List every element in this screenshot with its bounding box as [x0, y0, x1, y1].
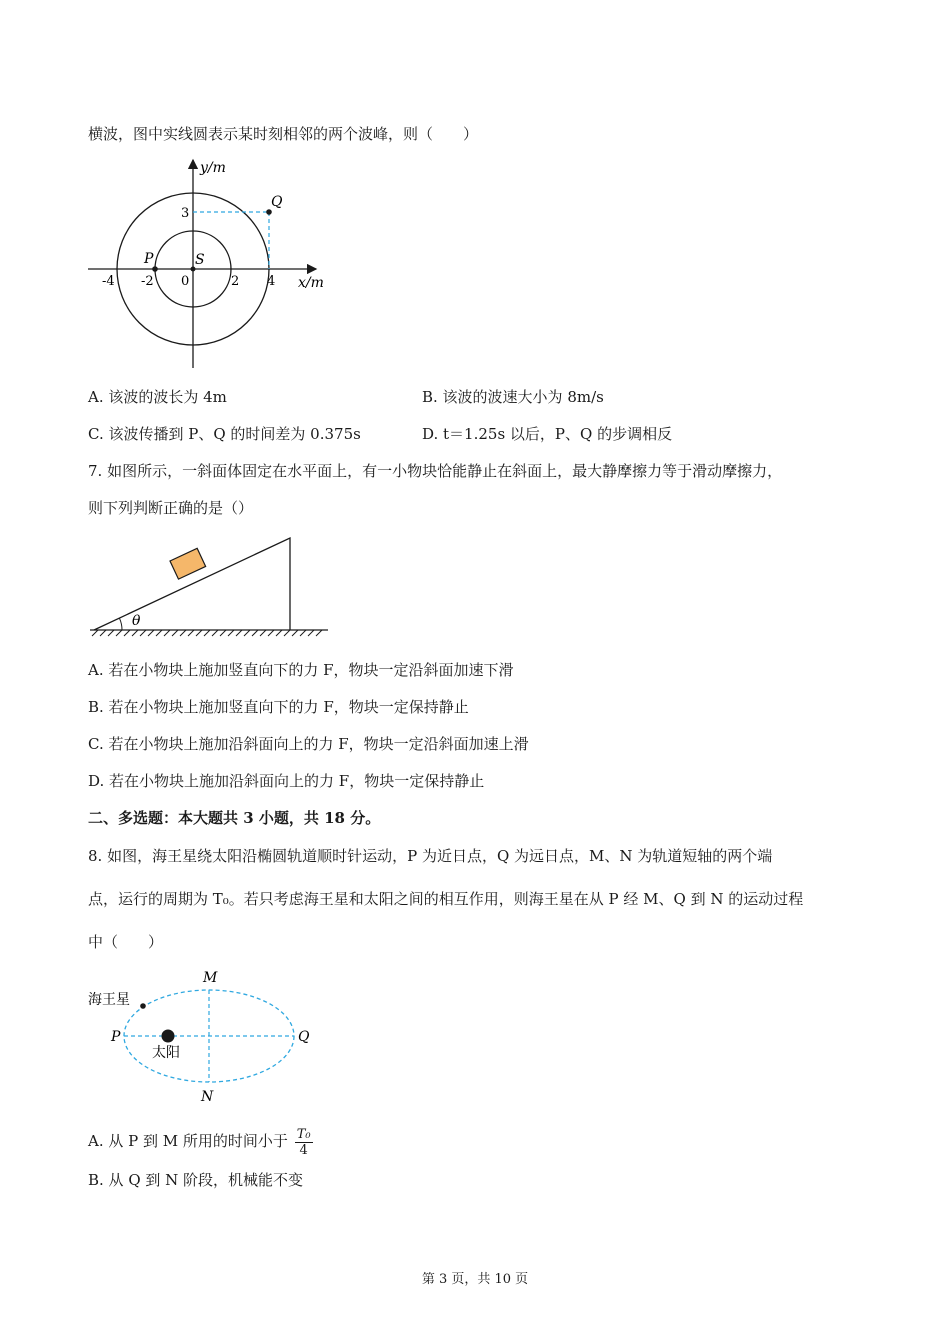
q8-option-b: B. 从 Q 到 N 阶段，机械能不变 [88, 1171, 304, 1189]
tick-y-3: 3 [181, 206, 190, 221]
q6-option-d: D. t＝1.25s 以后，P、Q 的步调相反 [422, 425, 673, 443]
q7-option-a: A. 若在小物块上施加竖直向下的力 F，物块一定沿斜面加速下滑 [88, 661, 514, 679]
point-q [266, 209, 272, 215]
label-p: P [111, 1029, 121, 1045]
angle-theta: θ [132, 613, 141, 629]
tick-x-4: 4 [267, 274, 276, 289]
label-sun: 太阳 [152, 1045, 180, 1061]
tick-x-n2: -2 [141, 274, 154, 289]
label-q: Q [298, 1029, 310, 1045]
label-s: S [195, 252, 205, 268]
angle-arc [120, 618, 123, 630]
q7-stem-line1: 7. 如图所示，一斜面体固定在水平面上，有一小物块恰能静止在斜面上，最大静摩擦力等于滑动摩擦力， [88, 462, 783, 480]
x-axis-label: x/m [298, 275, 324, 291]
q7-option-c: C. 若在小物块上施加沿斜面向上的力 F，物块一定沿斜面加速上滑 [88, 735, 529, 753]
tick-x-n4: -4 [102, 274, 115, 289]
section2-heading: 二、多选题：本大题共 3 小题，共 18 分。 [88, 809, 381, 827]
q8-orbit-figure [86, 966, 326, 1106]
q8-option-a [88, 1124, 313, 1158]
fraction-denominator: 4 [299, 1142, 308, 1158]
neptune [140, 1003, 146, 1009]
q7-stem-line2: 则下列判断正确的是（） [88, 499, 254, 517]
label-p: P [144, 251, 154, 267]
q8-stem-line1: 8. 如图，海王星绕太阳沿椭圆轨道顺时针运动，P 为近日点，Q 为远日点，M、N 为轨道短轴的两个端 [88, 847, 773, 865]
fraction-t0-over-4 [295, 1127, 313, 1158]
tick-x-0: 0 [181, 274, 190, 289]
label-m: M [203, 970, 218, 986]
label-q: Q [271, 194, 283, 210]
q6-stem-tail: 横波，图中实线圆表示某时刻相邻的两个波峰，则（ ） [88, 125, 479, 143]
q6-option-c: C. 该波传播到 P、Q 的时间差为 0.375s [88, 425, 361, 443]
tick-x-2: 2 [231, 274, 240, 289]
q6-option-b: B. 该波的波速大小为 8m/s [422, 388, 604, 406]
sun [162, 1030, 175, 1043]
q8-option-a-text: A. 从 P 到 M 所用的时间小于 [88, 1132, 288, 1150]
q7-incline-figure [88, 532, 333, 642]
fraction-numerator: T₀ [296, 1126, 311, 1142]
q8-stem-line2: 点，运行的周期为 T₀。若只考虑海王星和太阳之间的相互作用，则海王星在从 P 经 M、Q 到 N 的运动过程 [88, 890, 804, 908]
q7-option-b: B. 若在小物块上施加竖直向下的力 F，物块一定保持静止 [88, 698, 469, 716]
page-footer: 第 3 页，共 10 页 [421, 1272, 529, 1287]
y-axis-label: y/m [200, 160, 226, 176]
q8-stem-line3: 中（ ） [88, 933, 164, 951]
label-neptune: 海王星 [88, 992, 130, 1008]
label-n: N [201, 1089, 214, 1105]
q6-wave-figure [80, 156, 340, 376]
q6-option-a: A. 该波的波长为 4m [88, 388, 227, 406]
q7-option-d: D. 若在小物块上施加沿斜面向上的力 F，物块一定保持静止 [88, 772, 485, 790]
block [170, 548, 206, 579]
point-p [152, 266, 158, 272]
